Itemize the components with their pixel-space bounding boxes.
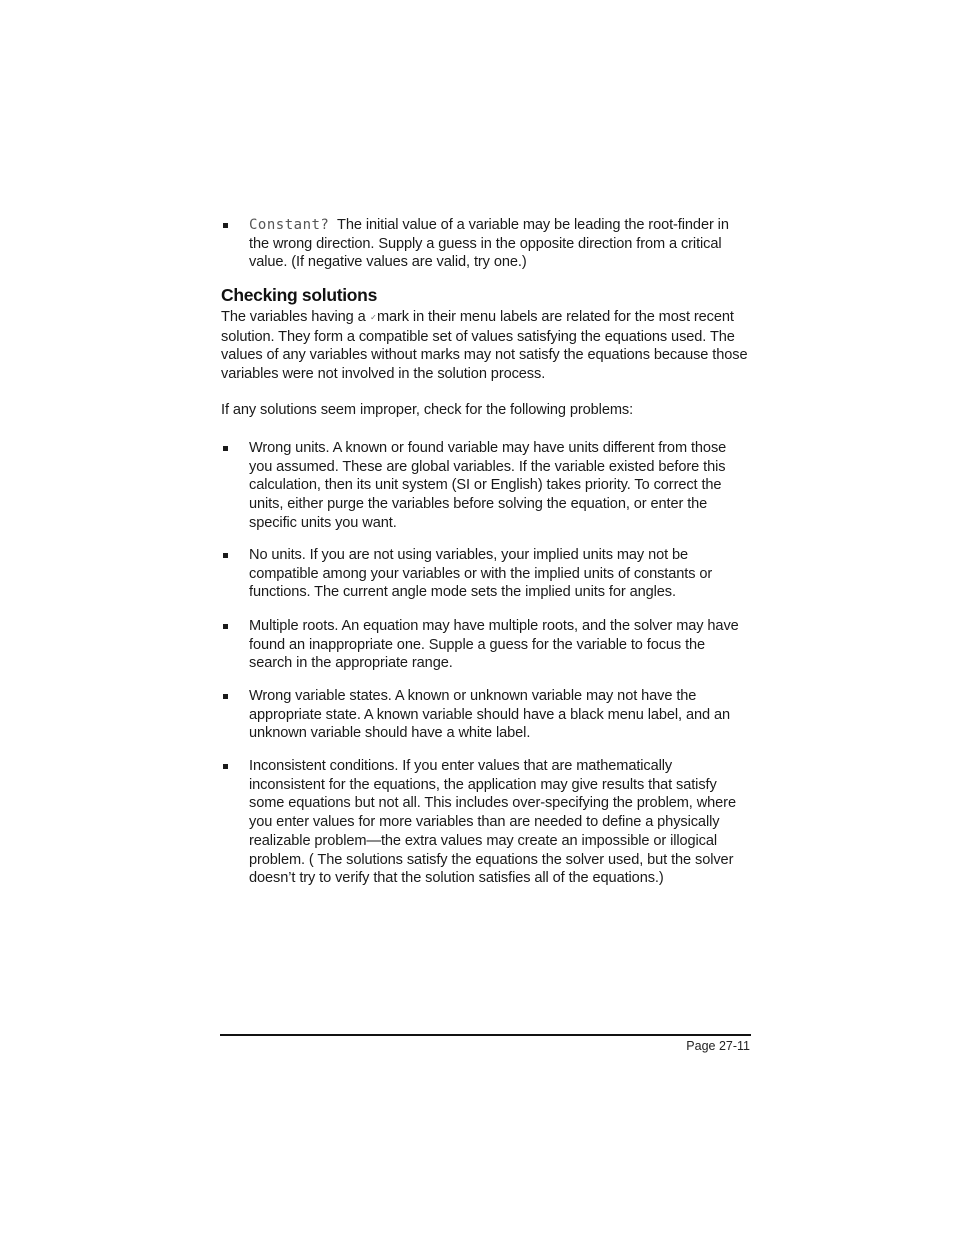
bullet-marker bbox=[223, 764, 228, 769]
paragraph-problems-intro: If any solutions seem improper, check for the following problems: bbox=[221, 402, 634, 418]
para-part-1: The variables having a bbox=[221, 309, 366, 325]
problem-item bbox=[221, 687, 751, 743]
bullet-marker bbox=[223, 694, 228, 699]
page-number: Page 27-11 bbox=[686, 1039, 750, 1053]
footer-rule bbox=[220, 1034, 751, 1036]
problem-item bbox=[221, 617, 751, 673]
para-part-2: mark in their menu labels are related for the most recent solution. They form a compatible set of values satisfying the equations used. The values of any variables without marks may not satisfy the equations because those variables were not involved in the solution process. bbox=[221, 309, 748, 383]
bullet-marker bbox=[223, 446, 228, 451]
problem-item bbox=[221, 439, 751, 533]
problem-item bbox=[221, 757, 751, 888]
bullet-text: The initial value of a variable may be leading the root-finder in the wrong direction. Supply a guess in the opposite direction from a critical value. (If negative values are valid, try one.) bbox=[249, 217, 729, 271]
problem-text: Wrong variable states. A known or unknown variable may not have the appropriate state. A known variable should have a black menu label, and an unknown variable should have a white label. bbox=[249, 688, 731, 742]
paragraph-intro bbox=[221, 308, 751, 384]
bullet-constant bbox=[221, 216, 751, 272]
problem-text: Multiple roots. An equation may have multiple roots, and the solver may have found an inappropriate one. Supple a guess for the variable to focus the search in the appropriate range. bbox=[249, 618, 739, 672]
problem-text: No units. If you are not using variables, your implied units may not be compatible among your variables or with the implied units of constants or functions. The current angle mode sets the implied units for angles. bbox=[249, 547, 713, 601]
bullet-marker bbox=[223, 223, 228, 228]
bullet-marker bbox=[223, 553, 228, 558]
bullet-marker bbox=[223, 624, 228, 629]
problem-text: Wrong units. A known or found variable may have units different from those you assumed. These are global variables. If the variable existed before this calculation, then its unit system (SI or English) takes priority. To correct the units, either purge the variables before solving the equation, or enter the specific units you want. bbox=[249, 440, 727, 531]
section-heading: Checking solutions bbox=[221, 285, 378, 305]
problem-text: Inconsistent conditions. If you enter values that are mathematically inconsistent for the equations, the application may give results that satisfy some equations but not all. This includes over-specifying the problem, where you enter values for more variables than are needed to define a physically realizable problem—the extra values may create an impossible or illogical problem. ( The solutions satisfy the equations the solver used, but the solver doesn’t try to verify that the solution satisfies all of the equations.) bbox=[249, 758, 736, 887]
checkmark-icon: ✓ bbox=[370, 313, 376, 323]
problem-item bbox=[221, 546, 751, 602]
code-label: Constant? bbox=[249, 217, 330, 233]
bullet-body bbox=[249, 216, 751, 272]
